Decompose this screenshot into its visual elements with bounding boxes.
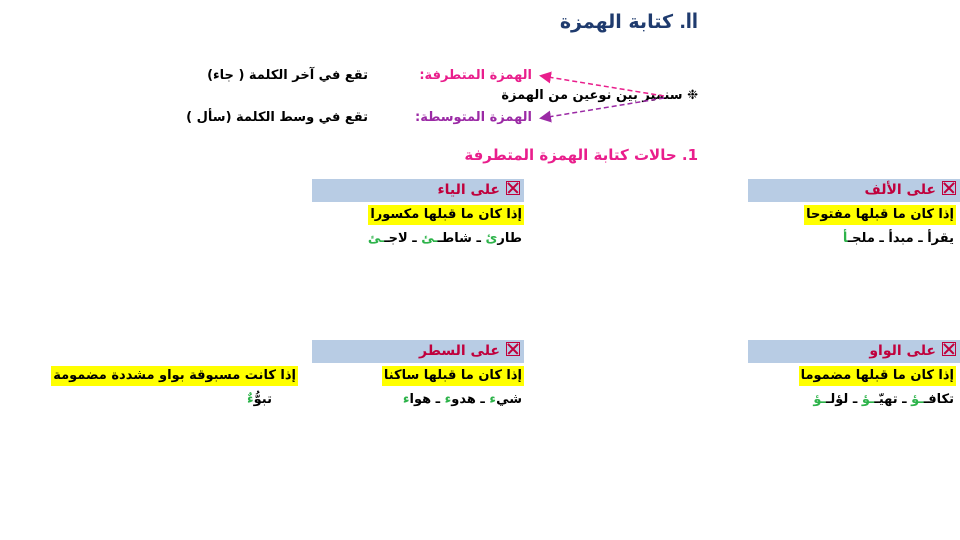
title-text: كتابة الهمزة	[559, 11, 674, 33]
example-hamza: ء	[489, 392, 497, 407]
example-text: طار	[497, 231, 522, 246]
final-hamza-desc: تقع في آخر الكلمة ( جاء)	[207, 68, 368, 83]
section-heading: 1. حالات كتابة الهمزة المتطرفة	[464, 146, 698, 164]
case-waw-condition: إذا كان ما قبلها مضموما	[799, 366, 956, 386]
example-hamza: ء	[402, 392, 410, 407]
case-alif-header	[748, 179, 960, 202]
example-hamza: ءٌ	[247, 392, 254, 407]
example-hamza: ـؤ	[861, 392, 875, 407]
example-text: ـ شاطـ	[437, 231, 486, 246]
case-ya-header	[312, 179, 524, 202]
case-waw-header	[748, 340, 960, 363]
checkbox-x-icon	[942, 181, 956, 195]
example-text: تبوُّ	[253, 392, 272, 407]
example-text: ـ هدو	[451, 392, 490, 407]
arrow-to-final-hamza	[542, 76, 664, 96]
example-text: تكافـ	[923, 392, 954, 407]
example-text: ـ لؤلـ	[825, 392, 862, 407]
checkbox-x-icon	[942, 342, 956, 356]
middle-hamza-label: الهمزة المتوسطة:	[415, 110, 532, 125]
example-hamza: أ	[842, 231, 848, 246]
final-hamza-label: الهمزة المتطرفة:	[419, 68, 532, 83]
case-line-title: على السطر	[419, 343, 500, 359]
case-ya-examples	[368, 231, 522, 246]
example-text: يقرأ ـ مبدأ ـ ملجـ	[847, 231, 954, 246]
example-text: ـ تهيّـ	[874, 392, 912, 407]
arrow-to-middle-hamza	[542, 98, 664, 118]
example-text: ـ لاجـ	[384, 231, 422, 246]
example-hamza: ئ	[485, 231, 498, 246]
intro-text: ❉ سنميز بين نوعين من الهمزة	[501, 88, 698, 103]
checkbox-x-icon	[506, 181, 520, 195]
example-hamza: ـئ	[367, 231, 385, 246]
middle-hamza-desc: تقع في وسط الكلمة (سأل )	[186, 110, 368, 125]
case-alif-examples	[843, 231, 954, 246]
case-line-condition-2: إذا كانت مسبوقة بواو مشددة مضمومة	[51, 366, 298, 386]
example-hamza: ـؤ	[813, 392, 826, 407]
example-hamza: ـئ	[421, 231, 438, 246]
example-hamza: ـؤ	[911, 392, 924, 407]
case-alif-condition: إذا كان ما قبلها مفتوحا	[804, 205, 956, 225]
case-ya-condition: إذا كان ما قبلها مكسورا	[368, 205, 524, 225]
example-hamza: ء	[444, 392, 452, 407]
case-line-header	[312, 340, 524, 363]
case-ya-title: على الياء	[437, 182, 500, 198]
case-line-condition: إذا كان ما قبلها ساكنا	[382, 366, 524, 386]
case-alif-title: على الألف	[864, 182, 936, 198]
case-waw-title: على الواو	[869, 343, 936, 359]
example-text: ـ هوا	[409, 392, 445, 407]
case-waw-examples	[813, 392, 954, 407]
case-line-examples	[403, 392, 522, 407]
example-text: شي	[496, 392, 522, 407]
title-number: II.	[679, 8, 698, 33]
case-line-examples-2	[247, 392, 272, 407]
checkbox-x-icon	[506, 342, 520, 356]
